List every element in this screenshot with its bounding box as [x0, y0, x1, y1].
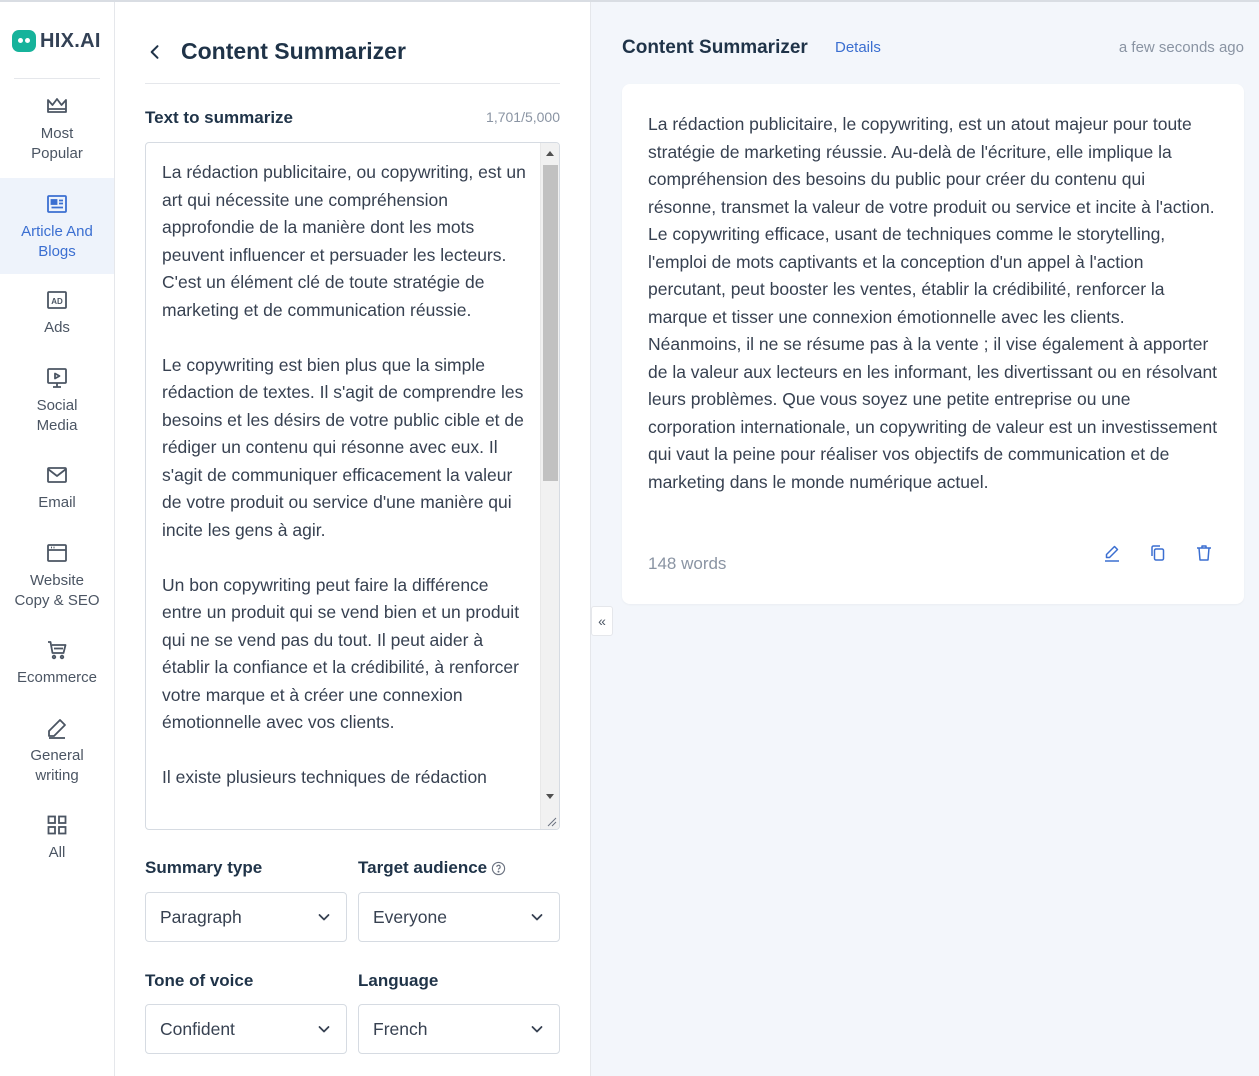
sidebar-item-label: General	[30, 747, 84, 764]
browser-window-icon	[45, 541, 69, 565]
scroll-down-arrow-icon[interactable]	[546, 794, 554, 799]
sidebar-item-label: Copy & SEO	[14, 592, 100, 609]
sidebar-item-label: Ecommerce	[16, 669, 98, 686]
sidebar-item-label: Article And	[21, 223, 93, 240]
summary-text: La rédaction publicitaire, le copywriting, est un atout majeur pour toute stratégie de marketing réussie. Au-delà de l'écriture, elle implique la compréhension des besoins du public pour créer du contenu qui résonne, transmet la valeur de votre produit ou service et incite à l'action. Le copywriting efficace, usant de techniques comme le storytelling, l'emploi de mots captivants et la conception d'un appel à l'action percutant, peut booster les ventes, établir la crédibilité, renforcer la marque et tisser une connexion émotionnelle avec les clients. Néanmoins, il ne se résume pas à la vente ; il vise également à apporter de la valeur aux lecteurs en les informant, les divertissant ou en résolvant leurs problèmes. Que vous soyez une petite entreprise ou une corporation internationale, un copywriting de valeur est un investissement qui vaut la peine pour réaliser vos objectifs de communication et de marketing dans le monde numérique actuel.	[648, 114, 1218, 492]
resize-grip-icon[interactable]	[545, 815, 557, 827]
chevron-left-icon[interactable]	[145, 42, 165, 62]
sidebar-item-label: Most	[40, 125, 74, 142]
article-icon	[45, 192, 69, 216]
sidebar-item-ecommerce[interactable]	[0, 638, 114, 698]
help-circle-icon[interactable]	[491, 861, 506, 876]
target-audience-label-text: Target audience	[358, 858, 488, 877]
character-counter: 1,701/5,000	[486, 109, 560, 125]
ad-icon	[45, 288, 69, 312]
crown-icon	[45, 94, 69, 118]
output-panel	[590, 2, 1259, 1076]
sidebar-item-article-and-blogs[interactable]	[0, 178, 114, 274]
text-to-summarize-label: Text to summarize	[145, 108, 294, 127]
chevron-down-icon	[529, 1021, 545, 1037]
pencil-icon	[45, 716, 69, 740]
sidebar-item-label: Email	[38, 494, 76, 511]
sidebar-item-ads[interactable]	[0, 288, 114, 348]
divider	[145, 83, 560, 84]
scrollbar[interactable]	[540, 143, 559, 829]
sidebar-item-label: Social	[36, 397, 78, 414]
scroll-up-arrow-icon[interactable]	[546, 151, 554, 156]
summary-type-select[interactable]	[145, 892, 347, 942]
word-count: 148 words	[648, 554, 727, 573]
page-title: Content Summarizer	[181, 38, 406, 64]
sidebar-item-label: All	[48, 844, 66, 861]
divider	[14, 78, 100, 79]
header	[145, 38, 406, 65]
envelope-icon	[45, 463, 69, 487]
scroll-thumb[interactable]	[543, 165, 558, 481]
sidebar-item-website-copy-seo[interactable]	[0, 541, 114, 621]
language-select[interactable]	[358, 1004, 560, 1054]
target-audience-label	[358, 858, 506, 878]
target-audience-value: Everyone	[373, 906, 447, 927]
result-card	[622, 84, 1244, 604]
details-link[interactable]: Details	[835, 39, 881, 56]
text-to-summarize-value[interactable]: La rédaction publicitaire, ou copywriting, est un art qui nécessite une compréhension approfondie de la manière dont les mots peuvent influencer et persuader les lecteurs. C'est un élément clé de toute stratégie de marketing et de communication réussie. Le copywriting est bien plus que la simple rédaction de textes. Il s'agit de comprendre les besoins et les désirs de votre public cible et de rédiger un contenu qui résonne avec eux. Il s'agit de communiquer efficacement la valeur de votre produit ou service d'une manière qui incite les gens à agir. Un bon copywriting peut faire la différence entre un produit qui se vend bien et un produit qui ne se vend pas du tout. Il peut aider à établir la confiance et la crédibilité, à renforcer votre marque et à créer une connexion émotionnelle avec vos clients. Il existe plusieurs techniques de rédaction	[162, 162, 526, 787]
edit-icon[interactable]	[1102, 543, 1122, 563]
chevron-down-icon	[529, 909, 545, 925]
sidebar-item-all[interactable]	[0, 813, 114, 873]
form-panel	[115, 2, 590, 1076]
summary-type-value: Paragraph	[160, 906, 242, 927]
sidebar-item-label: Blogs	[38, 243, 76, 260]
sidebar-item-label: Website	[30, 572, 84, 589]
logo-text: HIX.AI	[40, 29, 101, 52]
timestamp: a few seconds ago	[1118, 39, 1244, 56]
sidebar-item-social-media[interactable]	[0, 366, 114, 446]
sidebar-item-general-writing[interactable]	[0, 716, 114, 796]
sidebar-item-label: Popular	[31, 145, 83, 162]
sidebar-item-label: Ads	[44, 319, 70, 336]
sidebar	[0, 2, 115, 1076]
chevron-down-icon	[316, 909, 332, 925]
output-title: Content Summarizer	[622, 37, 808, 58]
copy-icon[interactable]	[1148, 543, 1168, 563]
language-label: Language	[358, 971, 439, 990]
trash-icon[interactable]	[1194, 543, 1214, 563]
sidebar-item-label: writing	[35, 767, 79, 784]
result-actions	[1102, 543, 1214, 563]
monitor-play-icon	[45, 366, 69, 390]
cart-icon	[45, 638, 69, 662]
summary-type-label: Summary type	[145, 858, 263, 877]
target-audience-select[interactable]	[358, 892, 560, 942]
tone-of-voice-value: Confident	[160, 1018, 235, 1039]
grid-icon	[45, 813, 69, 837]
text-to-summarize-input[interactable]	[145, 142, 560, 830]
tone-of-voice-select[interactable]	[145, 1004, 347, 1054]
chevron-down-icon	[316, 1021, 332, 1037]
collapse-panel-button[interactable]: «	[591, 606, 613, 636]
sidebar-item-label: Media	[36, 417, 78, 434]
tone-of-voice-label: Tone of voice	[145, 971, 254, 990]
sidebar-item-most-popular[interactable]	[0, 88, 114, 178]
logo[interactable]	[12, 28, 101, 54]
sidebar-item-email[interactable]	[0, 463, 114, 523]
svg-text:AD: AD	[51, 297, 63, 306]
hix-logo-icon	[12, 30, 36, 52]
language-value: French	[373, 1018, 428, 1039]
